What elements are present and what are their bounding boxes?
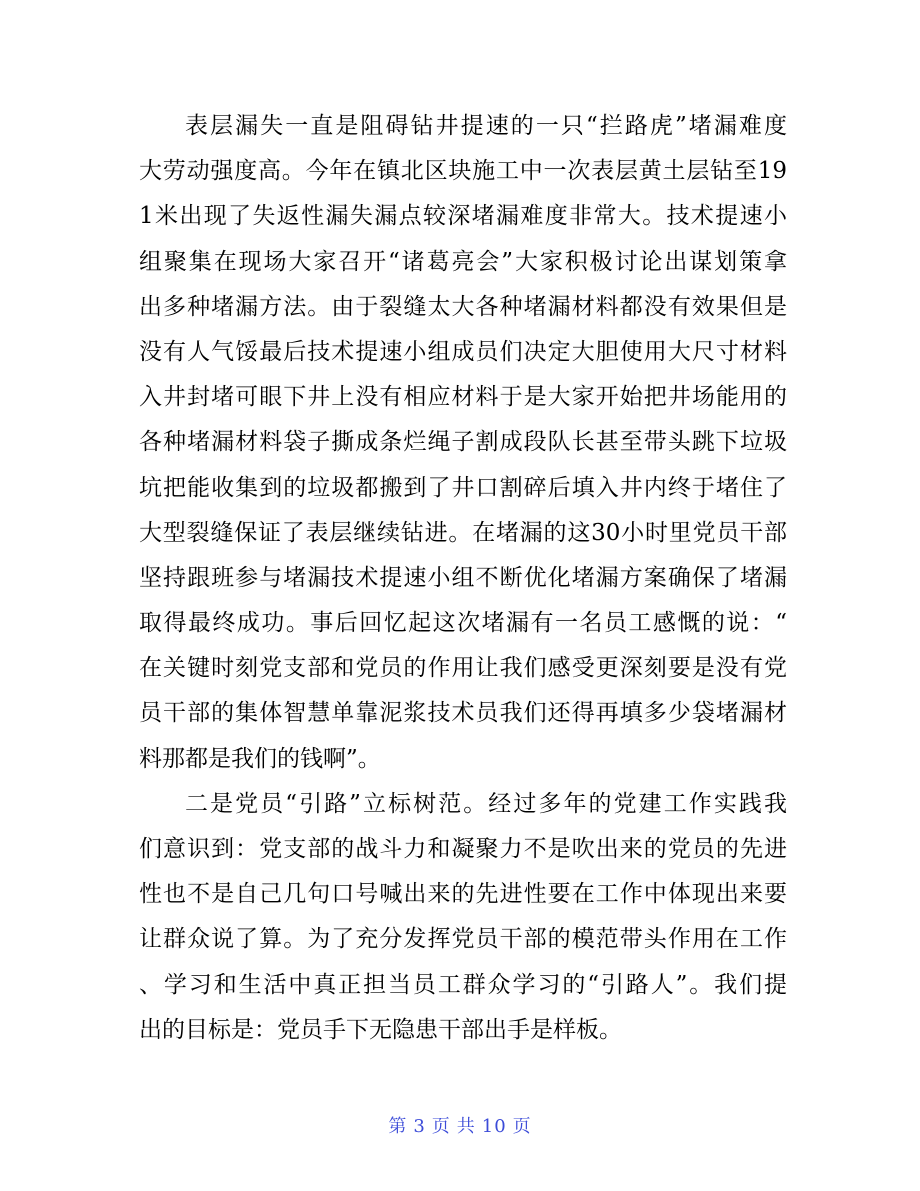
text-line: 出的目标是：党员手下无隐患干部出手是样板。 [139, 1016, 622, 1043]
text-line: 性也不是自己几句口号喊出来的先进性要在工作中体现出来要 [139, 881, 787, 908]
text-line: 二是党员“引路”立标树范。经过多年的党建工作实践我 [185, 790, 787, 817]
footer-total-unit: 页 [512, 1116, 532, 1137]
text-line: 坑把能收集到的垃圾都搬到了井口割碎后填入井内终于堵住了 [139, 474, 787, 501]
text-line: 大型裂缝保证了表层继续钻进。在堵漏的这30小时里党员干部 [139, 519, 787, 546]
text-line: 组聚集在现场大家召开“诸葛亮会”大家积极讨论出谋划策拿 [139, 248, 787, 275]
text-line: 大劳动强度高。今年在镇北区块施工中一次表层黄土层钻至19 [139, 158, 787, 185]
page-number-footer [0, 1112, 920, 1138]
body-text [139, 104, 787, 1053]
text-line: 表层漏失一直是阻碍钻井提速的一只“拦路虎”堵漏难度 [185, 113, 787, 139]
footer-total-pages: 10 [481, 1116, 507, 1137]
text-line: 出多种堵漏方法。由于裂缝太大各种堵漏材料都没有效果但是 [139, 293, 787, 320]
text-line: 让群众说了算。为了充分发挥党员干部的模范带头作用在工作 [139, 926, 787, 953]
footer-current-page: 3 [413, 1116, 426, 1137]
footer-total-prefix: 共 [456, 1116, 476, 1137]
text-line: 1米出现了失返性漏失漏点较深堵漏难度非常大。技术提速小 [139, 203, 787, 230]
text-line: 员干部的集体智慧单靠泥浆技术员我们还得再填多少袋堵漏材 [139, 700, 787, 727]
text-line: 坚持跟班参与堵漏技术提速小组不断优化堵漏方案确保了堵漏 [139, 564, 787, 591]
text-line: 入井封堵可眼下井上没有相应材料于是大家开始把井场能用的 [139, 384, 787, 411]
text-line: 料那都是我们的钱啊”。 [139, 745, 381, 772]
text-line: 各种堵漏材料袋子撕成条烂绳子割成段队长甚至带头跳下垃圾 [139, 429, 787, 456]
text-line: 、学习和生活中真正担当员工群众学习的“引路人”。我们提 [139, 971, 787, 998]
footer-prefix: 第 [388, 1116, 408, 1137]
text-line: 们意识到：党支部的战斗力和凝聚力不是吹出来的党员的先进 [139, 836, 787, 862]
footer-page-unit: 页 [431, 1116, 451, 1137]
text-line: 没有人气馁最后技术提速小组成员们决定大胆使用大尺寸材料 [139, 338, 787, 365]
text-line: 取得最终成功。事后回忆起这次堵漏有一名员工感慨的说：“ [139, 610, 787, 637]
text-line: 在关键时刻党支部和党员的作用让我们感受更深刻要是没有党 [139, 655, 787, 682]
